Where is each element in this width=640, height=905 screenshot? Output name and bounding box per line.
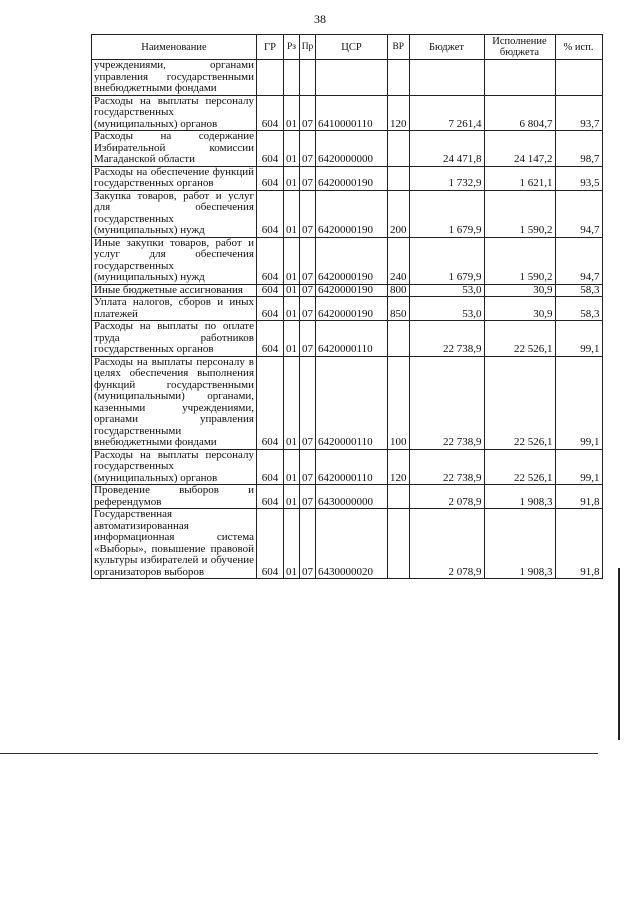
- cell-csr: 6420000190: [316, 166, 388, 190]
- cell-rz: 01: [284, 95, 300, 131]
- cell-budget: 53,0: [409, 297, 484, 321]
- cell-execution: 30,9: [484, 297, 555, 321]
- cell-budget: 22 738,9: [409, 321, 484, 357]
- cell-gr: [257, 60, 284, 96]
- cell-vr: [388, 485, 410, 509]
- cell-name: Закупка товаров, работ и услуг для обеспечения государственных (муниципальных) нужд: [92, 190, 257, 237]
- table-row: [92, 449, 603, 485]
- table-body: [92, 60, 603, 579]
- cell-budget: [409, 60, 484, 96]
- cell-budget: 1 732,9: [409, 166, 484, 190]
- cell-vr: [388, 509, 410, 579]
- cell-vr: 120: [388, 95, 410, 131]
- cell-csr: 6420000110: [316, 356, 388, 449]
- cell-name: Расходы на выплаты персоналу в целях обеспечения выполнения функций государственными (муниципальными) органами, казенными учреждениями, органами управления государственными внебюджетными фондами: [92, 356, 257, 449]
- cell-execution: 1 590,2: [484, 237, 555, 284]
- cell-gr: 604: [257, 449, 284, 485]
- cell-csr: 6420000190: [316, 297, 388, 321]
- cell-csr: 6420000190: [316, 237, 388, 284]
- cell-budget: 22 738,9: [409, 356, 484, 449]
- cell-budget: 22 738,9: [409, 449, 484, 485]
- cell-vr: 800: [388, 284, 410, 297]
- cell-budget: 1 679,9: [409, 190, 484, 237]
- cell-budget: 1 679,9: [409, 237, 484, 284]
- cell-gr: 604: [257, 321, 284, 357]
- cell-name: Расходы на выплаты персоналу государственных (муниципальных) органов: [92, 449, 257, 485]
- header-csr: ЦСР: [316, 35, 388, 60]
- table-row: [92, 190, 603, 237]
- cell-name: Государственная автоматизированная информационная система «Выборы», повышение правовой культуры избирателей и обучение организаторов выборов: [92, 509, 257, 579]
- cell-pr: 07: [300, 190, 316, 237]
- table-row: [92, 237, 603, 284]
- table-row: [92, 509, 603, 579]
- cell-name: Уплата налогов, сборов и иных платежей: [92, 297, 257, 321]
- cell-csr: 6420000110: [316, 449, 388, 485]
- table-row: [92, 60, 603, 96]
- page-number: 38: [314, 12, 326, 26]
- cell-vr: [388, 131, 410, 167]
- cell-csr: 6430000000: [316, 485, 388, 509]
- cell-pr: 07: [300, 284, 316, 297]
- cell-name: Иные бюджетные ассигнования: [92, 284, 257, 297]
- table-row: [92, 485, 603, 509]
- cell-percent: 58,3: [555, 284, 602, 297]
- cell-name: Проведение выборов и референдумов: [92, 485, 257, 509]
- cell-pr: 07: [300, 449, 316, 485]
- cell-pr: 07: [300, 485, 316, 509]
- cell-rz: 01: [284, 321, 300, 357]
- table-row: [92, 166, 603, 190]
- cell-percent: 58,3: [555, 297, 602, 321]
- cell-rz: 01: [284, 190, 300, 237]
- cell-vr: [388, 60, 410, 96]
- header-name: Наименование: [92, 35, 257, 60]
- cell-pr: 07: [300, 95, 316, 131]
- cell-pr: 07: [300, 131, 316, 167]
- table-row: [92, 356, 603, 449]
- cell-percent: 93,7: [555, 95, 602, 131]
- cell-name: Расходы на содержание Избирательной комиссии Магаданской области: [92, 131, 257, 167]
- cell-gr: 604: [257, 297, 284, 321]
- table-row: [92, 95, 603, 131]
- cell-pr: 07: [300, 297, 316, 321]
- cell-budget: 7 261,4: [409, 95, 484, 131]
- cell-gr: 604: [257, 509, 284, 579]
- cell-csr: [316, 60, 388, 96]
- cell-vr: 850: [388, 297, 410, 321]
- cell-budget: 2 078,9: [409, 485, 484, 509]
- cell-rz: 01: [284, 449, 300, 485]
- table-row: [92, 297, 603, 321]
- cell-rz: 01: [284, 485, 300, 509]
- table-row: [92, 131, 603, 167]
- cell-pr: 07: [300, 356, 316, 449]
- cell-vr: 200: [388, 190, 410, 237]
- table-row: [92, 321, 603, 357]
- cell-csr: 6430000020: [316, 509, 388, 579]
- cell-vr: 120: [388, 449, 410, 485]
- cell-rz: 01: [284, 509, 300, 579]
- cell-budget: 2 078,9: [409, 509, 484, 579]
- cell-gr: 604: [257, 485, 284, 509]
- cell-rz: 01: [284, 237, 300, 284]
- cell-gr: 604: [257, 190, 284, 237]
- header-gr: ГР: [257, 35, 284, 60]
- cell-execution: 1 908,3: [484, 485, 555, 509]
- cell-percent: 99,1: [555, 449, 602, 485]
- cell-vr: 240: [388, 237, 410, 284]
- cell-csr: 6410000110: [316, 95, 388, 131]
- cell-pr: [300, 60, 316, 96]
- cell-gr: 604: [257, 131, 284, 167]
- cell-gr: 604: [257, 166, 284, 190]
- cell-gr: 604: [257, 356, 284, 449]
- cell-budget: 53,0: [409, 284, 484, 297]
- cell-vr: [388, 166, 410, 190]
- cell-rz: 01: [284, 356, 300, 449]
- cell-pr: 07: [300, 166, 316, 190]
- cell-execution: 1 621,1: [484, 166, 555, 190]
- cell-rz: 01: [284, 131, 300, 167]
- cell-execution: 24 147,2: [484, 131, 555, 167]
- header-rz: Рз: [284, 35, 300, 60]
- cell-pr: 07: [300, 321, 316, 357]
- header-vr: ВР: [388, 35, 410, 60]
- header-pr: Пр: [300, 35, 316, 60]
- cell-name: Расходы на выплаты по оплате труда работников государственных органов: [92, 321, 257, 357]
- cell-execution: 30,9: [484, 284, 555, 297]
- cell-budget: 24 471,8: [409, 131, 484, 167]
- cell-percent: 94,7: [555, 190, 602, 237]
- cell-name: Расходы на выплаты персоналу государственных (муниципальных) органов: [92, 95, 257, 131]
- cell-csr: 6420000000: [316, 131, 388, 167]
- budget-table: [91, 34, 603, 579]
- cell-percent: 93,5: [555, 166, 602, 190]
- cell-name: учреждениями, органами управления государственными внебюджетными фондами: [92, 60, 257, 96]
- cell-percent: 99,1: [555, 321, 602, 357]
- cell-execution: 22 526,1: [484, 356, 555, 449]
- margin-bar: [618, 568, 620, 740]
- cell-execution: 1 908,3: [484, 509, 555, 579]
- cell-rz: [284, 60, 300, 96]
- cell-execution: [484, 60, 555, 96]
- cell-percent: 91,8: [555, 485, 602, 509]
- footer-divider: [0, 753, 598, 754]
- cell-vr: [388, 321, 410, 357]
- cell-execution: 6 804,7: [484, 95, 555, 131]
- cell-percent: 91,8: [555, 509, 602, 579]
- cell-execution: 1 590,2: [484, 190, 555, 237]
- cell-gr: 604: [257, 95, 284, 131]
- cell-pr: 07: [300, 509, 316, 579]
- cell-percent: 99,1: [555, 356, 602, 449]
- cell-rz: 01: [284, 297, 300, 321]
- table-header-row: [92, 35, 603, 60]
- cell-vr: 100: [388, 356, 410, 449]
- cell-name: Иные закупки товаров, работ и услуг для обеспечения государственных (муниципальных) нужд: [92, 237, 257, 284]
- cell-execution: 22 526,1: [484, 321, 555, 357]
- cell-gr: 604: [257, 284, 284, 297]
- cell-rz: 01: [284, 166, 300, 190]
- cell-percent: 94,7: [555, 237, 602, 284]
- cell-csr: 6420000190: [316, 190, 388, 237]
- header-budget: Бюджет: [409, 35, 484, 60]
- header-execution: Исполнение бюджета: [484, 35, 555, 60]
- cell-percent: 98,7: [555, 131, 602, 167]
- cell-percent: [555, 60, 602, 96]
- cell-rz: 01: [284, 284, 300, 297]
- cell-name: Расходы на обеспечение функций государственных органов: [92, 166, 257, 190]
- table-row: [92, 284, 603, 297]
- cell-csr: 6420000110: [316, 321, 388, 357]
- cell-execution: 22 526,1: [484, 449, 555, 485]
- cell-gr: 604: [257, 237, 284, 284]
- header-percent: % исп.: [555, 35, 602, 60]
- cell-csr: 6420000190: [316, 284, 388, 297]
- cell-pr: 07: [300, 237, 316, 284]
